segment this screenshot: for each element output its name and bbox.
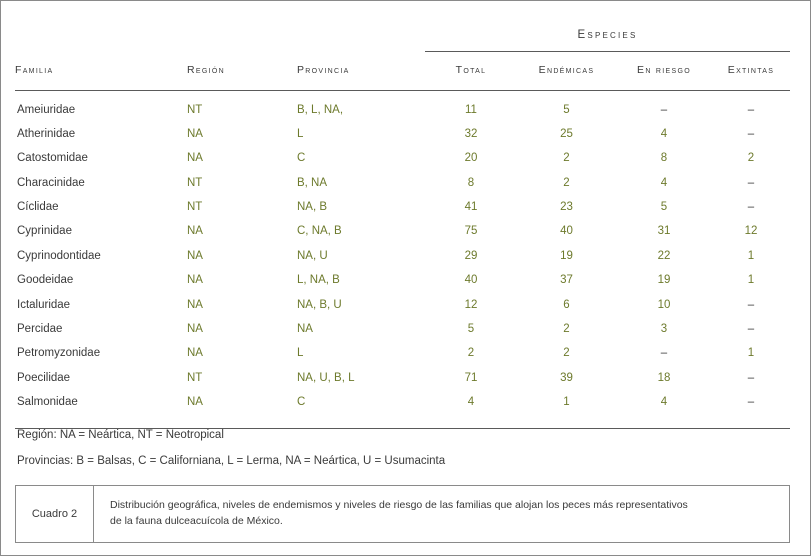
column-header-provincia: Provincia — [297, 63, 350, 76]
table-row — [15, 170, 790, 194]
cell-extintas: – — [747, 322, 755, 335]
cell-total: 71 — [464, 371, 478, 384]
cell-en-riesgo: 22 — [657, 249, 671, 262]
cell-region: NT — [187, 103, 203, 116]
table-row — [15, 292, 790, 316]
cell-total: 4 — [467, 396, 475, 408]
cell-endemicas: 37 — [560, 274, 573, 287]
cell-total: 40 — [464, 274, 478, 287]
cell-total: 29 — [464, 249, 478, 262]
caption-line-1: Distribución geográfica, niveles de endemismos y niveles de riesgo de las familias que alojan los peces más representativos — [110, 499, 688, 511]
cell-provincia: L — [297, 127, 304, 140]
cell-endemicas: 5 — [563, 103, 570, 116]
table-row — [15, 341, 790, 365]
cell-total: 12 — [464, 298, 478, 311]
cell-provincia: C, NA, B — [297, 225, 342, 238]
table-bottom-spacer — [15, 414, 790, 428]
cell-extintas: 12 — [744, 225, 758, 238]
cell-familia: Atherinidae — [17, 127, 76, 140]
cell-total: 8 — [467, 176, 475, 189]
table-row — [15, 90, 790, 122]
cell-familia: Characinidae — [17, 176, 85, 189]
cell-extintas: 1 — [747, 274, 755, 287]
cell-en-riesgo: 18 — [657, 371, 671, 384]
cell-endemicas: 1 — [563, 396, 570, 408]
cell-endemicas: 2 — [563, 347, 570, 360]
caption-line-2: de la fauna dulceacuícola de México. — [110, 515, 283, 528]
cell-provincia: B, NA — [297, 176, 328, 189]
cell-extintas: – — [747, 201, 755, 213]
cell-en-riesgo: 19 — [657, 274, 671, 287]
table-bottom-spacer-cell — [15, 414, 790, 428]
cell-familia: Cyprinodontidae — [17, 249, 101, 262]
cell-familia: Petromyzonidae — [17, 347, 101, 360]
cell-total: 5 — [467, 322, 475, 335]
cell-en-riesgo: 4 — [660, 396, 668, 408]
cell-total: 32 — [464, 127, 478, 140]
column-header-en-riesgo: En riesgo — [637, 63, 691, 76]
cell-en-riesgo: 10 — [657, 298, 671, 311]
cell-total: 11 — [465, 103, 477, 116]
cell-region: NA — [187, 274, 203, 287]
cell-provincia: NA — [297, 322, 313, 335]
cell-familia: Salmonidae — [17, 396, 78, 408]
cell-region: NA — [187, 322, 203, 335]
note-provincias: Provincias: B = Balsas, C = Californiana, L = Lerma, NA = Neártica, U = Usumacinta — [17, 455, 446, 467]
cell-en-riesgo: 3 — [660, 322, 668, 335]
species-table — [15, 11, 790, 429]
cell-en-riesgo: – — [660, 347, 668, 360]
cell-total: 2 — [467, 347, 475, 360]
cell-familia: Cyprinidae — [17, 225, 72, 238]
cell-region: NA — [187, 249, 203, 262]
cell-familia: Percidae — [17, 322, 63, 335]
cell-provincia: C — [297, 152, 306, 165]
cell-extintas: 1 — [747, 347, 755, 360]
cell-region: NA — [187, 347, 203, 360]
cell-provincia: NA, U — [297, 249, 328, 262]
cell-endemicas: 40 — [560, 225, 573, 238]
cell-endemicas: 2 — [563, 322, 570, 335]
cell-familia: Poecilidae — [17, 371, 71, 384]
cell-endemicas: 23 — [560, 201, 573, 213]
cell-provincia: C — [297, 396, 306, 408]
group-header-spacer — [187, 11, 297, 51]
cell-extintas: – — [747, 396, 755, 408]
cell-region: NA — [187, 298, 203, 311]
table-row — [15, 268, 790, 292]
cell-region: NT — [187, 201, 203, 213]
cell-en-riesgo: – — [660, 103, 668, 116]
table-row — [15, 219, 790, 243]
cell-extintas: 1 — [747, 249, 755, 262]
legend-notes — [17, 429, 777, 481]
note-region: Región: NA = Neártica, NT = Neotropical — [17, 429, 224, 441]
group-header-spacer — [297, 11, 425, 51]
cell-region: NA — [187, 127, 203, 140]
table-row — [15, 317, 790, 341]
cell-total: 20 — [464, 152, 478, 165]
cell-familia: Catostomidae — [17, 152, 88, 165]
column-header-endemicas: Endémicas — [538, 63, 595, 76]
cell-familia: Cíclidae — [17, 201, 59, 213]
group-header-row — [15, 11, 790, 51]
cell-endemicas: 6 — [563, 298, 570, 311]
cell-endemicas: 19 — [560, 249, 573, 262]
cell-extintas: – — [747, 371, 755, 384]
table-row — [15, 195, 790, 219]
table-row — [15, 390, 790, 414]
caption-label: Cuadro 2 — [16, 486, 94, 542]
cell-provincia: L, NA, B — [297, 274, 340, 287]
cell-region: NT — [187, 371, 203, 384]
column-header-region: Región — [187, 63, 225, 76]
cell-familia: Goodeidae — [17, 274, 74, 287]
cell-extintas: – — [747, 127, 755, 140]
cell-en-riesgo: 5 — [660, 201, 668, 213]
cell-extintas: – — [747, 103, 755, 116]
cell-provincia: L — [297, 347, 304, 360]
cell-region: NA — [187, 152, 203, 165]
table-row — [15, 146, 790, 170]
caption-text — [94, 486, 789, 542]
cell-endemicas: 25 — [560, 127, 573, 140]
data-table-container — [15, 11, 790, 429]
cell-provincia: NA, B — [297, 201, 328, 213]
cell-extintas: 2 — [747, 152, 755, 165]
table-row — [15, 365, 790, 389]
column-header-total: Total — [455, 63, 487, 76]
cell-endemicas: 39 — [560, 371, 573, 384]
table-row — [15, 122, 790, 146]
cell-en-riesgo: 4 — [660, 127, 668, 140]
table-row — [15, 244, 790, 268]
group-header-spacer — [15, 11, 187, 51]
cell-familia: Ictaluridae — [17, 298, 71, 311]
cell-en-riesgo: 8 — [660, 152, 668, 165]
caption-box — [15, 485, 790, 543]
cell-provincia: B, L, NA, — [297, 103, 344, 116]
column-header-familia: Familia — [15, 63, 54, 76]
cell-extintas: – — [747, 176, 755, 189]
group-header-especies: Especies — [425, 11, 790, 51]
cell-extintas: – — [747, 298, 755, 311]
cell-region: NA — [187, 396, 203, 408]
cell-endemicas: 2 — [563, 176, 570, 189]
cell-en-riesgo: 4 — [660, 176, 668, 189]
cell-en-riesgo: 31 — [657, 225, 671, 238]
column-header-row — [15, 51, 790, 90]
cell-total: 41 — [464, 201, 478, 213]
cell-provincia: NA, U, B, L — [297, 371, 355, 384]
cell-endemicas: 2 — [563, 152, 570, 165]
cell-region: NT — [187, 176, 203, 189]
column-header-extintas: Extintas — [727, 63, 775, 76]
cell-familia: Ameiuridae — [17, 103, 76, 116]
cell-provincia: NA, B, U — [297, 298, 342, 311]
cell-region: NA — [187, 225, 203, 238]
cell-total: 75 — [464, 225, 478, 238]
